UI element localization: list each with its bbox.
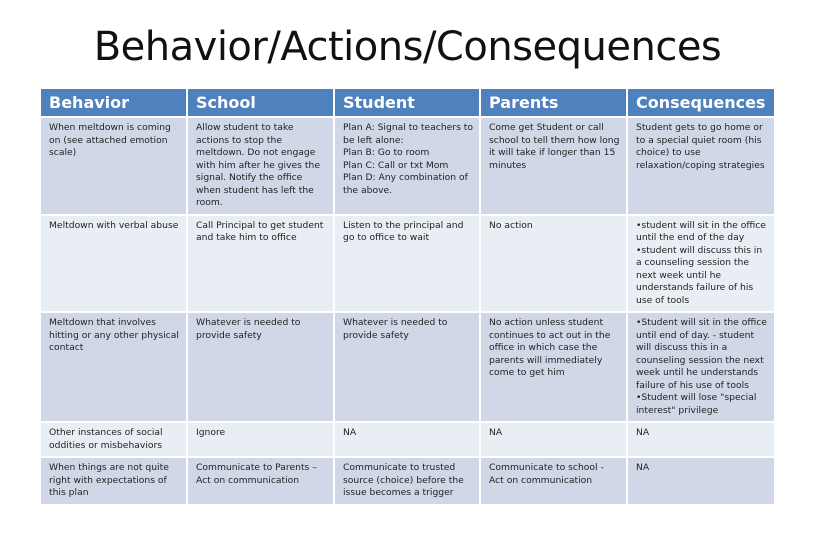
table-cell: NA <box>480 422 627 457</box>
table-header-row <box>41 89 774 117</box>
header-school: School <box>187 89 334 117</box>
behavior-plan-table <box>41 89 774 504</box>
table-row <box>41 457 774 504</box>
table-cell: No action unless student continues to act out in the office in which case the parents will immediately come to get him <box>480 312 627 422</box>
table-cell: Plan A: Signal to teachers to be left alone: Plan B: Go to room Plan C: Call or txt Mom Plan D: Any combination of the above. <box>334 117 480 215</box>
table-cell: Allow student to take actions to stop the meltdown. Do not engage with him after he gives the signal. Notify the office when student has left the room. <box>187 117 334 215</box>
table-cell: Student gets to go home or to a special quiet room (his choice) to use relaxation/coping strategies <box>627 117 774 215</box>
table-cell: Whatever is needed to provide safety <box>187 312 334 422</box>
table-row <box>41 117 774 215</box>
table-cell: Communicate to Parents – Act on communication <box>187 457 334 504</box>
table-cell: Ignore <box>187 422 334 457</box>
table-row <box>41 215 774 313</box>
table-cell: Meltdown that involves hitting or any other physical contact <box>41 312 187 422</box>
table-cell: NA <box>334 422 480 457</box>
table-row <box>41 312 774 422</box>
table-cell: Other instances of social oddities or misbehaviors <box>41 422 187 457</box>
table-cell: •Student will sit in the office until end of day. - student will discuss this in a counseling session the next week until he understands failure of his use of tools •Student will lose "special interest" privilege <box>627 312 774 422</box>
table-cell: When meltdown is coming on (see attached emotion scale) <box>41 117 187 215</box>
page-title: Behavior/Actions/Consequences <box>93 24 722 70</box>
header-behavior: Behavior <box>41 89 187 117</box>
table-cell: Listen to the principal and go to office to wait <box>334 215 480 313</box>
table-cell: Come get Student or call school to tell them how long it will take if longer than 15 minutes <box>480 117 627 215</box>
table-cell: No action <box>480 215 627 313</box>
table-cell: Meltdown with verbal abuse <box>41 215 187 313</box>
table-cell: Whatever is needed to provide safety <box>334 312 480 422</box>
table-cell: When things are not quite right with expectations of this plan <box>41 457 187 504</box>
table-cell: •student will sit in the office until the end of the day •student will discuss this in a counseling session the next week until he understands failure of his use of tools <box>627 215 774 313</box>
table-cell: NA <box>627 457 774 504</box>
table-cell: NA <box>627 422 774 457</box>
table-cell: Communicate to trusted source (choice) before the issue becomes a trigger <box>334 457 480 504</box>
header-consequences: Consequences <box>627 89 774 117</box>
table-row <box>41 422 774 457</box>
table-cell: Call Principal to get student and take him to office <box>187 215 334 313</box>
header-student: Student <box>334 89 480 117</box>
table-cell: Communicate to school - Act on communication <box>480 457 627 504</box>
header-parents: Parents <box>480 89 627 117</box>
